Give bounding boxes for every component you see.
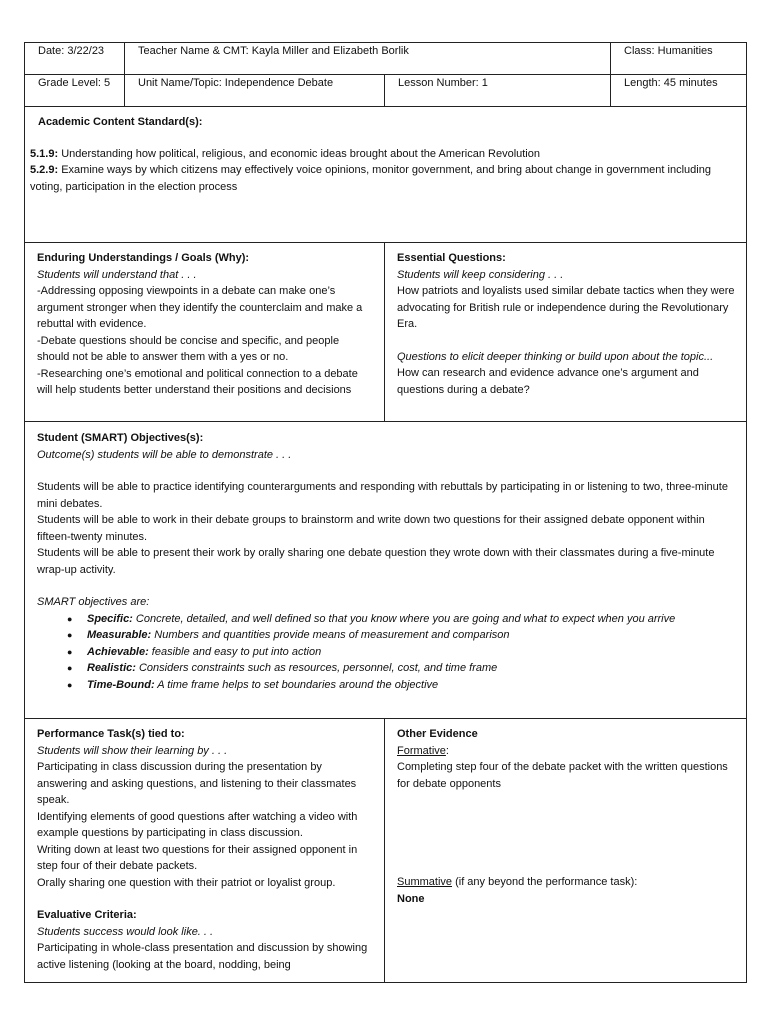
objectives-intro: Outcome(s) students will be able to demonstrate . . . <box>37 448 292 461</box>
length-cell <box>611 75 747 107</box>
header-row-2 <box>25 75 747 107</box>
performance-intro: Students will show their learning by . . . <box>37 744 228 757</box>
length-text: Length: 45 minutes <box>624 77 718 89</box>
formative-label: Formative <box>397 744 446 757</box>
standards-title: Academic Content Standard(s): <box>38 116 203 128</box>
objectives-row <box>25 422 747 719</box>
header-row-1 <box>25 43 747 75</box>
other-evidence-title: Other Evidence <box>397 728 478 740</box>
performance-line-1: Participating in class discussion during the presentation by answering and asking questions, and listening to their classmates speak. <box>37 761 357 806</box>
enduring-cell <box>25 243 385 422</box>
objective-line-3: Students will be able to present their work by orally sharing one debate question they wrote down with their classmates during a five-minute wrap-up activity. <box>37 547 715 576</box>
lesson-plan-table <box>24 42 747 983</box>
evidence-row <box>25 719 747 983</box>
smart-item-realistic: ● Realistic: Considers constraints such as resources, personnel, cost, and time frame <box>87 660 736 677</box>
essential-title: Essential Questions: <box>397 252 506 264</box>
standards-row <box>25 107 747 243</box>
teacher-cell <box>125 43 611 75</box>
essential-question-2: How can research and evidence advance one’s argument and questions during a debate? <box>397 367 699 396</box>
performance-cell <box>25 719 385 983</box>
enduring-title: Enduring Understandings / Goals (Why): <box>37 252 250 264</box>
unit-text: Unit Name/Topic: Independence Debate <box>138 77 334 89</box>
smart-item-achievable: ● Achievable: feasible and easy to put into action <box>87 644 736 661</box>
summative-label: Summative <box>397 876 453 888</box>
summative-value: None <box>397 892 425 905</box>
class-cell <box>611 43 747 75</box>
criteria-title: Evaluative Criteria: <box>37 909 137 921</box>
performance-title: Performance Task(s) tied to: <box>37 728 185 740</box>
class-text: Class: Humanities <box>624 45 713 57</box>
smart-item-specific: ● Specific: Concrete, detailed, and well defined so that you know where you are going and what to expect when you arrive <box>87 611 736 628</box>
smart-list <box>37 611 736 694</box>
performance-line-3: Writing down at least two questions for their assigned opponent in step four of their debate packets. <box>37 843 358 872</box>
criteria-text: Participating in whole-class presentation and discussion by showing active listening (looking at the board, nodding, being <box>37 942 368 971</box>
date-cell <box>25 43 125 75</box>
smart-title: SMART objectives are: <box>37 596 150 608</box>
other-evidence-cell <box>385 719 747 983</box>
essential-question-1: How patriots and loyalists used similar debate tactics when they were advocating for British rule or independence during the Revolutionary Era. <box>397 285 735 330</box>
understandings-row <box>25 243 747 422</box>
date-text: Date: 3/22/23 <box>38 45 105 57</box>
essential-cell <box>385 243 747 422</box>
objectives-title: Student (SMART) Objectives(s): <box>37 432 204 444</box>
objectives-cell <box>25 422 747 719</box>
performance-line-4: Orally sharing one question with their patriot or loyalist group. <box>37 876 336 889</box>
summative-line: Summative (if any beyond the performance task): <box>397 876 638 888</box>
smart-item-time-bound: ● Time-Bound: A time frame helps to set boundaries around the objective <box>87 677 736 694</box>
performance-line-2: Identifying elements of good questions after watching a video with example questions by participating in class discussion. <box>37 810 358 839</box>
enduring-line-3: -Researching one’s emotional and political connection to a debate will help students better understand their positions and decisions <box>37 367 358 396</box>
essential-intro-2: Questions to elicit deeper thinking or build upon about the topic... <box>397 350 714 363</box>
unit-cell <box>125 75 385 107</box>
enduring-line-1: -Addressing opposing viewpoints in a debate can make one’s argument stronger when they identify the counterclaim and make a rebuttal with evidence. <box>37 285 363 330</box>
standards-cell <box>25 107 747 243</box>
essential-intro: Students will keep considering . . . <box>397 268 564 281</box>
standard-item-1: 5.1.9: Understanding how political, religious, and economic ideas brought about the American Revolution <box>30 147 540 160</box>
smart-item-measurable: ● Measurable: Numbers and quantities provide means of measurement and comparison <box>87 627 736 644</box>
criteria-intro: Students success would look like. . . <box>37 925 214 938</box>
standard-item-2: 5.2.9: Examine ways by which citizens may effectively voice opinions, monitor government, and bring about change in government including voting, participation in the election process <box>30 164 711 193</box>
enduring-line-2: -Debate questions should be concise and specific, and people should not be able to answer them with a yes or no. <box>37 334 340 363</box>
lesson-number-text: Lesson Number: 1 <box>398 77 488 89</box>
objective-line-1: Students will be able to practice identifying counterarguments and responding with rebuttals by participating in or listening to two, three-minute mini debates. <box>37 481 728 510</box>
objective-line-2: Students will be able to work in their debate groups to brainstorm and write down two questions for their assigned debate opponent within fifteen-twenty minutes. <box>37 514 705 543</box>
formative-text: Completing step four of the debate packet with the written questions for debate opponents <box>397 761 728 790</box>
teacher-text: Teacher Name & CMT: Kayla Miller and Elizabeth Borlik <box>138 45 409 57</box>
grade-text: Grade Level: 5 <box>38 77 111 89</box>
lesson-number-cell <box>385 75 611 107</box>
enduring-intro: Students will understand that . . . <box>37 268 197 281</box>
lesson-plan-document <box>24 42 746 983</box>
formative-label-line: Formative: <box>397 744 449 757</box>
grade-cell <box>25 75 125 107</box>
